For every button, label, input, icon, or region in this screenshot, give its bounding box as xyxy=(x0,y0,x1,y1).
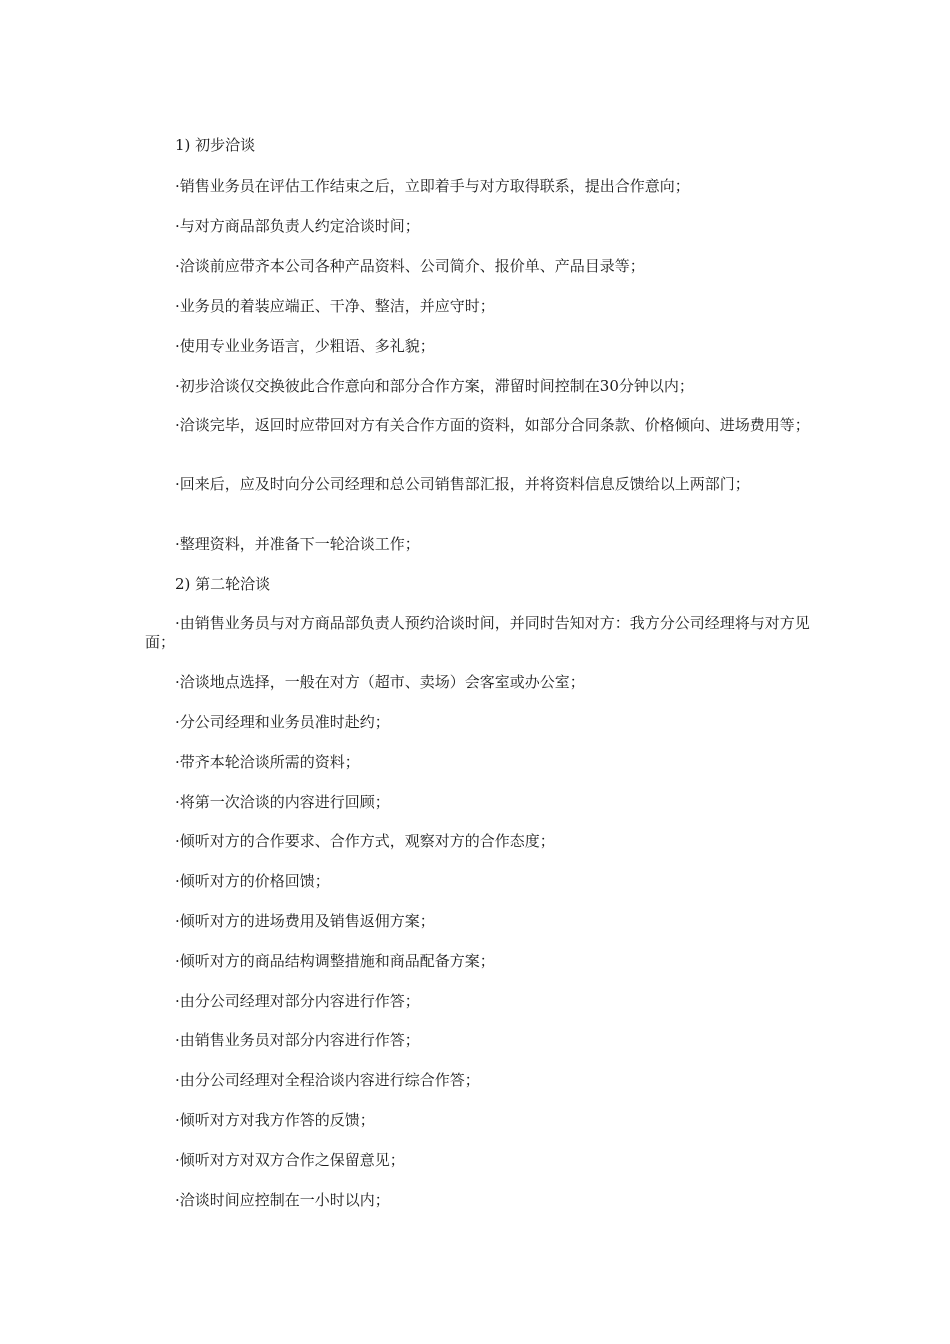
paragraph: ·洽谈时间应控制在一小时以内； xyxy=(175,1191,390,1209)
paragraph: ·倾听对方对双方合作之保留意见； xyxy=(175,1151,405,1169)
paragraph: ·由分公司经理对部分内容进行作答； xyxy=(175,992,420,1010)
paragraph: ·与对方商品部负责人约定洽谈时间； xyxy=(175,217,420,235)
paragraph: ·初步洽谈仅交换彼此合作意向和部分合作方案，滞留时间控制在30分钟以内； xyxy=(175,377,694,395)
paragraph: ·销售业务员在评估工作结束之后，立即着手与对方取得联系，提出合作意向； xyxy=(175,177,690,195)
paragraph: ·回来后，应及时向分公司经理和总公司销售部汇报，并将资料信息反馈给以上两部门； xyxy=(175,475,750,493)
paragraph: ·使用专业业务语言，少粗语、多礼貌； xyxy=(175,337,435,355)
paragraph: ·倾听对方的合作要求、合作方式，观察对方的合作态度； xyxy=(175,832,555,850)
paragraph: ·倾听对方对我方作答的反馈； xyxy=(175,1111,375,1129)
paragraph: ·洽谈前应带齐本公司各种产品资料、公司简介、报价单、产品目录等； xyxy=(175,257,645,275)
paragraph: ·整理资料，并准备下一轮洽谈工作； xyxy=(175,535,420,553)
paragraph: ·带齐本轮洽谈所需的资料； xyxy=(175,753,360,771)
paragraph: ·分公司经理和业务员准时赴约； xyxy=(175,713,390,731)
paragraph: ·由销售业务员对部分内容进行作答； xyxy=(175,1031,420,1049)
paragraph: ·业务员的着装应端正、干净、整洁，并应守时； xyxy=(175,297,495,315)
paragraph: ·将第一次洽谈的内容进行回顾； xyxy=(175,793,390,811)
paragraph: ·洽谈地点选择，一般在对方（超市、卖场）会客室或办公室； xyxy=(175,673,585,691)
heading-initial-negotiation: 1) 初步洽谈 xyxy=(175,136,256,154)
heading-second-negotiation: 2) 第二轮洽谈 xyxy=(175,575,271,593)
paragraph: ·洽谈完毕，返回时应带回对方有关合作方面的资料，如部分合同条款、价格倾向、进场费用等； xyxy=(175,416,810,434)
paragraph: ·由销售业务员与对方商品部负责人预约洽谈时间，并同时告知对方：我方分公司经理将与对方见面； xyxy=(145,614,810,651)
paragraph: ·倾听对方的商品结构调整措施和商品配备方案； xyxy=(175,952,495,970)
paragraph: ·由分公司经理对全程洽谈内容进行综合作答； xyxy=(175,1071,480,1089)
paragraph: ·倾听对方的进场费用及销售返佣方案； xyxy=(175,912,435,930)
paragraph: ·倾听对方的价格回馈； xyxy=(175,872,330,890)
